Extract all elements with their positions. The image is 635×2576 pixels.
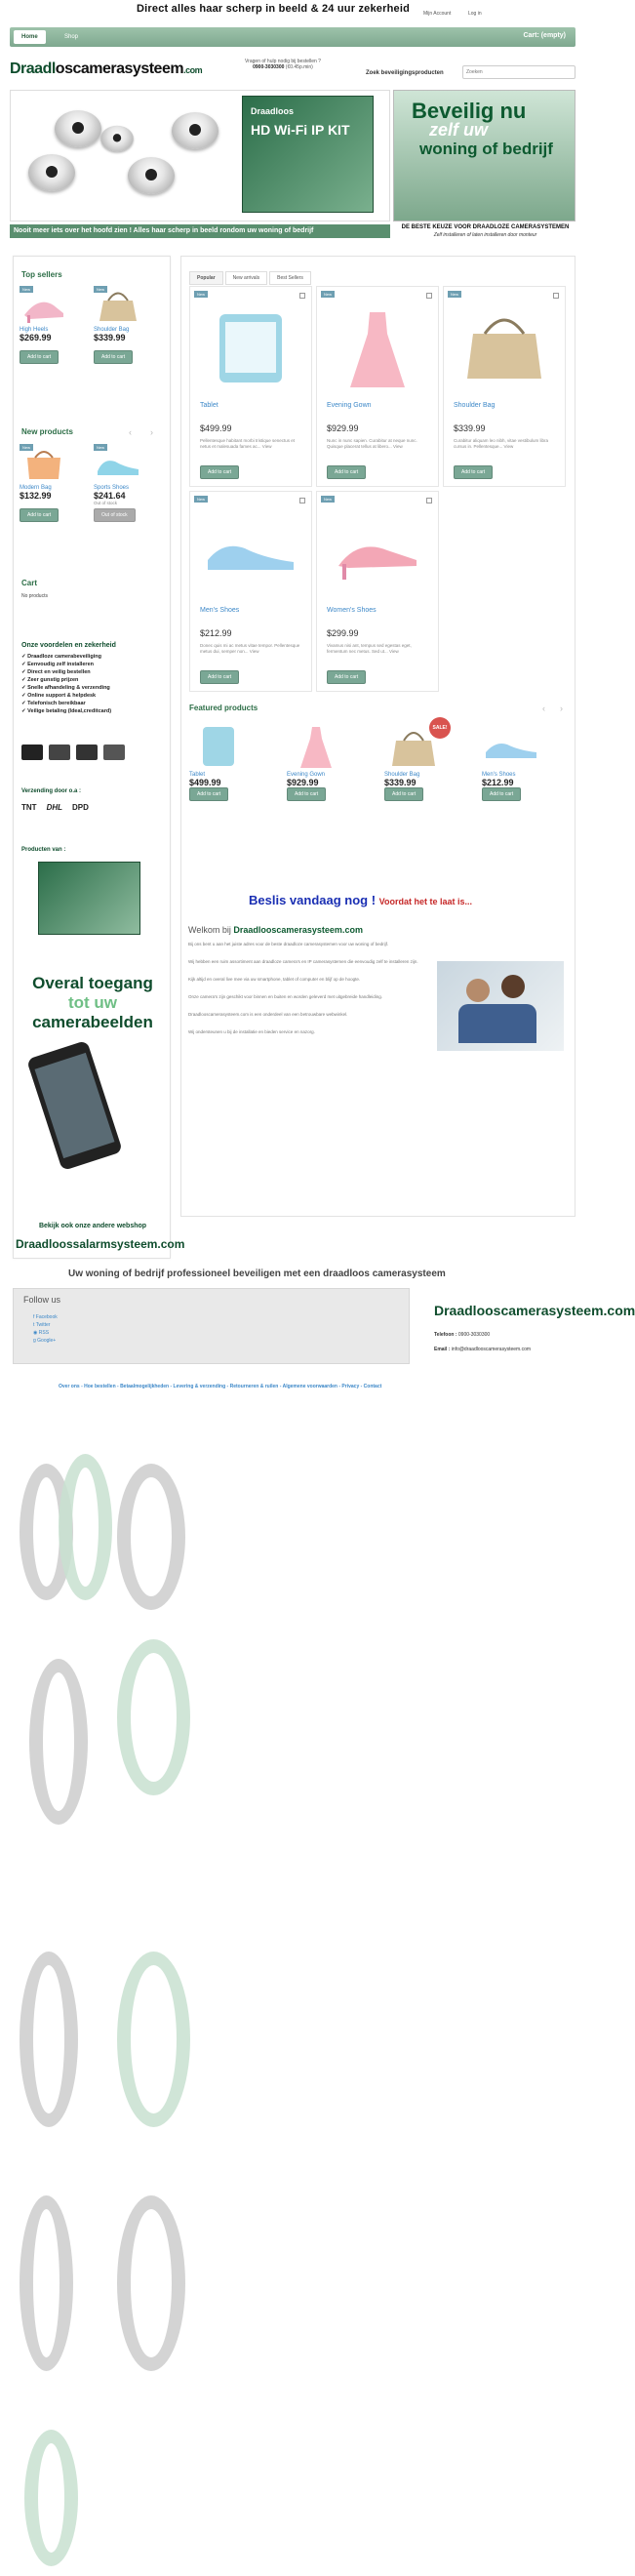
tnt-logo: TNT — [21, 803, 37, 812]
welcome-brand: Draadlooscamerasysteem.com — [233, 925, 363, 935]
new-badge: New — [194, 496, 208, 503]
product-description: Curabitur aliquam leo nibh, vitae vestibulum libra cursus in. Pellentesque... View — [454, 438, 549, 449]
tablet-image — [189, 723, 248, 770]
benefit-item: ✓ Telefonisch bereikbaar — [21, 701, 86, 706]
footer-slogan: Uw woning of bedrijf professioneel beveiligen met een draadloos camerasysteem — [68, 1268, 446, 1279]
product-price: $132.99 — [20, 491, 52, 501]
product-card[interactable] — [316, 491, 439, 692]
kit-brand: Draadloos — [251, 106, 295, 116]
payment-logos — [21, 745, 125, 760]
product-price: $929.99 — [287, 778, 319, 787]
google-plus-icon: g — [33, 1338, 38, 1344]
product-name[interactable]: Evening Gown — [287, 772, 326, 778]
mastercard-icon — [49, 745, 70, 760]
stock-status: Out of stock — [94, 501, 118, 505]
compare-checkbox[interactable] — [553, 293, 559, 299]
evening-gown-image — [329, 304, 426, 392]
product-name[interactable]: Men's Shoes — [200, 607, 240, 614]
featured-item[interactable] — [384, 723, 448, 801]
product-name[interactable]: Men's Shoes — [482, 772, 516, 778]
add-to-cart-button[interactable]: Add to cart — [327, 670, 366, 684]
product-card[interactable] — [443, 286, 566, 487]
tab-home[interactable]: Home — [14, 30, 46, 44]
promo-line-2: zelf uw — [429, 120, 489, 140]
product-description: Vivamus nisi ant, tempus sed egestas eget, fermentum nec metus. Sed ut... View — [327, 643, 412, 654]
benefit-item: ✓ Snelle afhandeling & verzending — [21, 685, 110, 691]
rss-link[interactable]: ◉ RSS — [33, 1330, 50, 1336]
dpd-logo: DPD — [72, 803, 89, 812]
background-decoration — [24, 2430, 78, 2566]
tablet-image — [202, 304, 299, 392]
banner-strip-right-title: DE BESTE KEUZE VOOR DRAADLOZE CAMERASYSTEMEN — [401, 224, 570, 230]
background-decoration — [117, 1464, 185, 1610]
twitter-link[interactable]: t Twitter — [33, 1322, 51, 1328]
phone-number: 0900-3030300 — [253, 64, 285, 70]
chevron-left-icon[interactable]: ‹ — [542, 704, 545, 713]
top-seller-item[interactable] — [20, 286, 88, 364]
twitter-icon: t — [33, 1322, 36, 1328]
product-price: $339.99 — [454, 423, 486, 433]
logo-suffix: .com — [183, 65, 203, 75]
benefit-item: ✓ Draadloze camerabeveiliging — [21, 654, 101, 660]
out-of-stock-button: Out of stock — [94, 508, 136, 522]
product-price: $241.64 — [94, 491, 126, 501]
carrier-logos — [21, 803, 89, 812]
visa-icon — [103, 745, 125, 760]
welcome-paragraph: Kijk altijd en overal live mee via uw smartphone, tablet of computer en blijf op de hoogte. — [188, 977, 361, 982]
search-label: Zoek beveiligingsproducten — [366, 70, 444, 76]
background-decoration — [59, 1454, 112, 1600]
kit-box-image — [242, 96, 374, 213]
top-sellers-title: Top sellers — [21, 270, 62, 279]
smartphone-image — [26, 1040, 123, 1171]
add-to-cart-button[interactable]: Add to cart — [200, 670, 239, 684]
background-decoration — [20, 2195, 73, 2371]
new-badge: New — [321, 291, 335, 298]
other-shop-logo[interactable]: Draadloossalarmsysteem.com — [16, 1237, 185, 1251]
benefit-item: ✓ Zeer gunstig prijzen — [21, 677, 79, 683]
shoulder-bag-image — [456, 304, 553, 392]
chevron-left-icon[interactable]: ‹ — [129, 427, 132, 437]
add-to-cart-button[interactable]: Add to cart — [482, 787, 521, 801]
background-decoration — [117, 1952, 190, 2127]
banner-strip: Nooit meer iets over het hoofd zien ! Alles haar scherp in beeld rondom uw woning of bedrijf — [10, 224, 390, 238]
footer-email[interactable]: Email : info@draadlooscamerasysteem.com — [434, 1347, 532, 1352]
product-name[interactable]: Shoulder Bag — [384, 772, 420, 778]
product-description: Donec quis mi ac metus vitae tempor. Pellentesque metus dui, semper non... View — [200, 643, 300, 654]
mens-shoes-image — [482, 723, 540, 770]
add-to-cart-button[interactable]: Add to cart — [454, 465, 493, 479]
rss-icon: ◉ — [33, 1330, 39, 1336]
follow-title: Follow us — [23, 1295, 61, 1305]
benefit-item: ✓ Direct en veilig bestellen — [21, 669, 91, 675]
main-nav — [10, 27, 575, 47]
product-description: Nunc in nunc sapien. Curabitur at neque nunc. Quisque placerat tellus at libero... View — [327, 438, 417, 449]
cta-subtext: Voordat het te laat is... — [378, 897, 473, 906]
footer-logo: Draadlooscamerasysteem.com — [434, 1303, 635, 1318]
main-content — [180, 256, 575, 1217]
product-name[interactable]: Sports Shoes — [94, 485, 130, 491]
benefit-item: ✓ Online support & helpdesk — [21, 693, 97, 699]
compare-checkbox[interactable] — [299, 498, 305, 503]
cart-title: Cart — [21, 579, 38, 587]
background-decoration — [29, 1659, 88, 1825]
footer-links[interactable]: Over ons - Hoe bestellen - Betaalmogelijkheden - Levering & verzending - Retourneren & ruilen - Algemene voorwaarden - Privacy - Contact — [59, 1384, 382, 1389]
camera-image — [100, 126, 134, 152]
top-bar — [0, 0, 585, 21]
background-decoration — [117, 1639, 190, 1795]
chevron-right-icon[interactable]: › — [150, 427, 153, 437]
featured-item[interactable] — [189, 723, 248, 801]
product-price: $269.99 — [20, 333, 52, 342]
promo-line-3: woning of bedrijf — [419, 140, 553, 158]
add-to-cart-button[interactable]: Add to cart — [94, 350, 133, 364]
benefits-title: Onze voordelen en zekerheid — [21, 642, 116, 649]
add-to-cart-button[interactable]: Add to cart — [20, 508, 59, 522]
new-badge: New — [194, 291, 208, 298]
kit-title: HD Wi-Fi IP KIT — [251, 122, 350, 138]
product-price: $499.99 — [200, 423, 232, 433]
contact-info — [234, 59, 332, 70]
product-name[interactable]: High Heels — [20, 327, 49, 333]
new-badge: New — [448, 291, 461, 298]
camera-image — [172, 112, 218, 149]
new-badge: New — [321, 496, 335, 503]
welcome-paragraph: Draadlooscamerasysteem.com is een onderdeel van een betrouwbare webwinkel. — [188, 1012, 348, 1017]
compare-checkbox[interactable] — [299, 293, 305, 299]
product-name[interactable]: Shoulder Bag — [94, 327, 130, 333]
tab-new-arrivals[interactable]: New arrivals — [225, 271, 268, 285]
product-name[interactable]: Evening Gown — [327, 402, 372, 409]
featured-item[interactable] — [287, 723, 345, 801]
welcome-paragraph: Wij ondersteunen u bij de installatie en bieden service en nazorg. — [188, 1029, 315, 1034]
background-decoration — [20, 1952, 78, 2127]
new-product-item[interactable] — [94, 444, 162, 522]
follow-us-panel — [13, 1288, 410, 1364]
banner-promo[interactable] — [393, 90, 575, 221]
sale-badge: SALE! — [429, 717, 451, 739]
phone-rate: (€0.45p.min) — [285, 64, 313, 70]
promo-line-1: Beveilig nu — [412, 99, 527, 123]
add-to-cart-button[interactable]: Add to cart — [200, 465, 239, 479]
products-from-title: Producten van : — [21, 847, 66, 853]
product-tabs — [189, 271, 311, 285]
add-to-cart-button[interactable]: Add to cart — [287, 787, 326, 801]
tab-popular[interactable]: Popular — [189, 271, 223, 285]
product-price: $339.99 — [384, 778, 417, 787]
google-plus-link[interactable]: g Google+ — [33, 1338, 57, 1344]
cart-summary[interactable]: Cart: (empty) — [523, 32, 566, 39]
help-text: Vragen of hulp nodig bij bestellen ? — [245, 59, 321, 64]
sidebar — [13, 256, 185, 1259]
product-card[interactable] — [189, 286, 312, 487]
logo-main: Draadl — [10, 60, 56, 77]
new-badge: New — [94, 444, 107, 451]
call-to-action: Beslis vandaag nog ! Voordat het te laat is... — [249, 893, 473, 907]
add-to-cart-button[interactable]: Add to cart — [189, 787, 228, 801]
ad-line-2: tot uw — [67, 993, 118, 1012]
product-description: Pellentesque habitant morbi tristique senectus et netus et malesuada fames ac... View — [200, 438, 296, 449]
product-name[interactable]: Women's Shoes — [327, 607, 377, 614]
camera-image — [128, 157, 175, 194]
product-name[interactable]: Shoulder Bag — [454, 402, 496, 409]
product-name[interactable]: Tablet — [200, 402, 218, 409]
login-link[interactable]: Log in — [468, 11, 482, 17]
new-products-title: New products — [21, 427, 73, 436]
featured-title: Featured products — [189, 704, 258, 712]
welcome-paragraph: Bij ons bent u aan het juiste adres voor de beste draadloze camerasystemen voor uw woning of bedrijf. — [188, 942, 389, 946]
evening-gown-image — [287, 723, 345, 770]
other-shop-text: Bekijk ook onze andere webshop — [38, 1223, 147, 1229]
banner-strip-right-sub: Zelf installeren of laten installeren door monteur — [433, 232, 537, 238]
add-to-cart-button[interactable]: Add to cart — [384, 787, 423, 801]
compare-checkbox[interactable] — [426, 498, 432, 503]
new-badge: New — [94, 286, 107, 293]
cart-empty-text: No products — [21, 593, 48, 599]
product-box-image[interactable] — [38, 862, 140, 935]
site-logo[interactable] — [10, 60, 203, 86]
couple-photo — [437, 961, 564, 1051]
logo-mid: oscamerasysteem — [55, 60, 184, 77]
compare-checkbox[interactable] — [426, 293, 432, 299]
ad-line-3: camerabeelden — [32, 1013, 153, 1031]
product-price: $212.99 — [482, 778, 514, 787]
camera-image — [28, 154, 75, 191]
product-price: $929.99 — [327, 423, 359, 433]
camera-image — [55, 110, 101, 147]
ad-line-1: Overal toegang — [32, 974, 153, 992]
new-product-item[interactable] — [20, 444, 88, 522]
product-price: $299.99 — [327, 628, 359, 638]
featured-item[interactable] — [482, 723, 540, 801]
tab-best-sellers[interactable]: Best Sellers — [269, 271, 311, 285]
new-badge: New — [20, 444, 33, 451]
product-card[interactable] — [189, 491, 312, 692]
shipping-title: Verzending door o.a : — [21, 788, 82, 794]
mens-shoes-image — [202, 509, 299, 597]
welcome-heading: Welkom bij Draadlooscamerasysteem.com — [188, 925, 363, 935]
benefits-list — [21, 653, 111, 715]
my-account-link[interactable]: Mijn Account — [423, 11, 452, 17]
welcome-paragraph: Wij hebben een ruim assortiment aan draadloze camera's en IP camerasystemen die eenvoudig zelf te installeren zijn. — [188, 959, 418, 964]
paypal-icon — [76, 745, 98, 760]
product-name[interactable]: Tablet — [189, 772, 206, 778]
product-card[interactable] — [316, 286, 439, 487]
new-badge: New — [20, 286, 33, 293]
benefit-item: ✓ Veilige betaling (Ideal,creditcard) — [21, 708, 112, 714]
ideal-icon — [21, 745, 43, 760]
add-to-cart-button[interactable]: Add to cart — [327, 465, 366, 479]
background-decoration — [117, 2195, 185, 2371]
search-input[interactable] — [462, 65, 575, 79]
facebook-icon: f — [33, 1314, 36, 1320]
add-to-cart-button[interactable]: Add to cart — [20, 350, 59, 364]
product-name[interactable]: Modern Bag — [20, 485, 52, 491]
footer-phone: Telefoon : 0900-3030300 — [434, 1332, 491, 1338]
product-price: $499.99 — [189, 778, 221, 787]
product-price: $212.99 — [200, 628, 232, 638]
benefit-item: ✓ Eenvoudig zelf installeren — [21, 662, 94, 667]
welcome-paragraph: Onze camera's zijn geschikt voor binnen en buiten en worden geleverd met uitgebreide handleiding. — [188, 994, 382, 999]
header-slogan: Direct alles haar scherp in beeld & 24 uur zekerheid — [137, 3, 411, 15]
dhl-logo: DHL — [46, 803, 63, 812]
womens-shoes-image — [329, 509, 426, 597]
facebook-link[interactable]: f Facebook — [33, 1314, 58, 1320]
tab-shop[interactable]: Shop — [64, 34, 79, 40]
top-seller-item[interactable] — [94, 286, 162, 364]
product-price: $339.99 — [94, 333, 126, 342]
chevron-right-icon[interactable]: › — [560, 704, 563, 713]
